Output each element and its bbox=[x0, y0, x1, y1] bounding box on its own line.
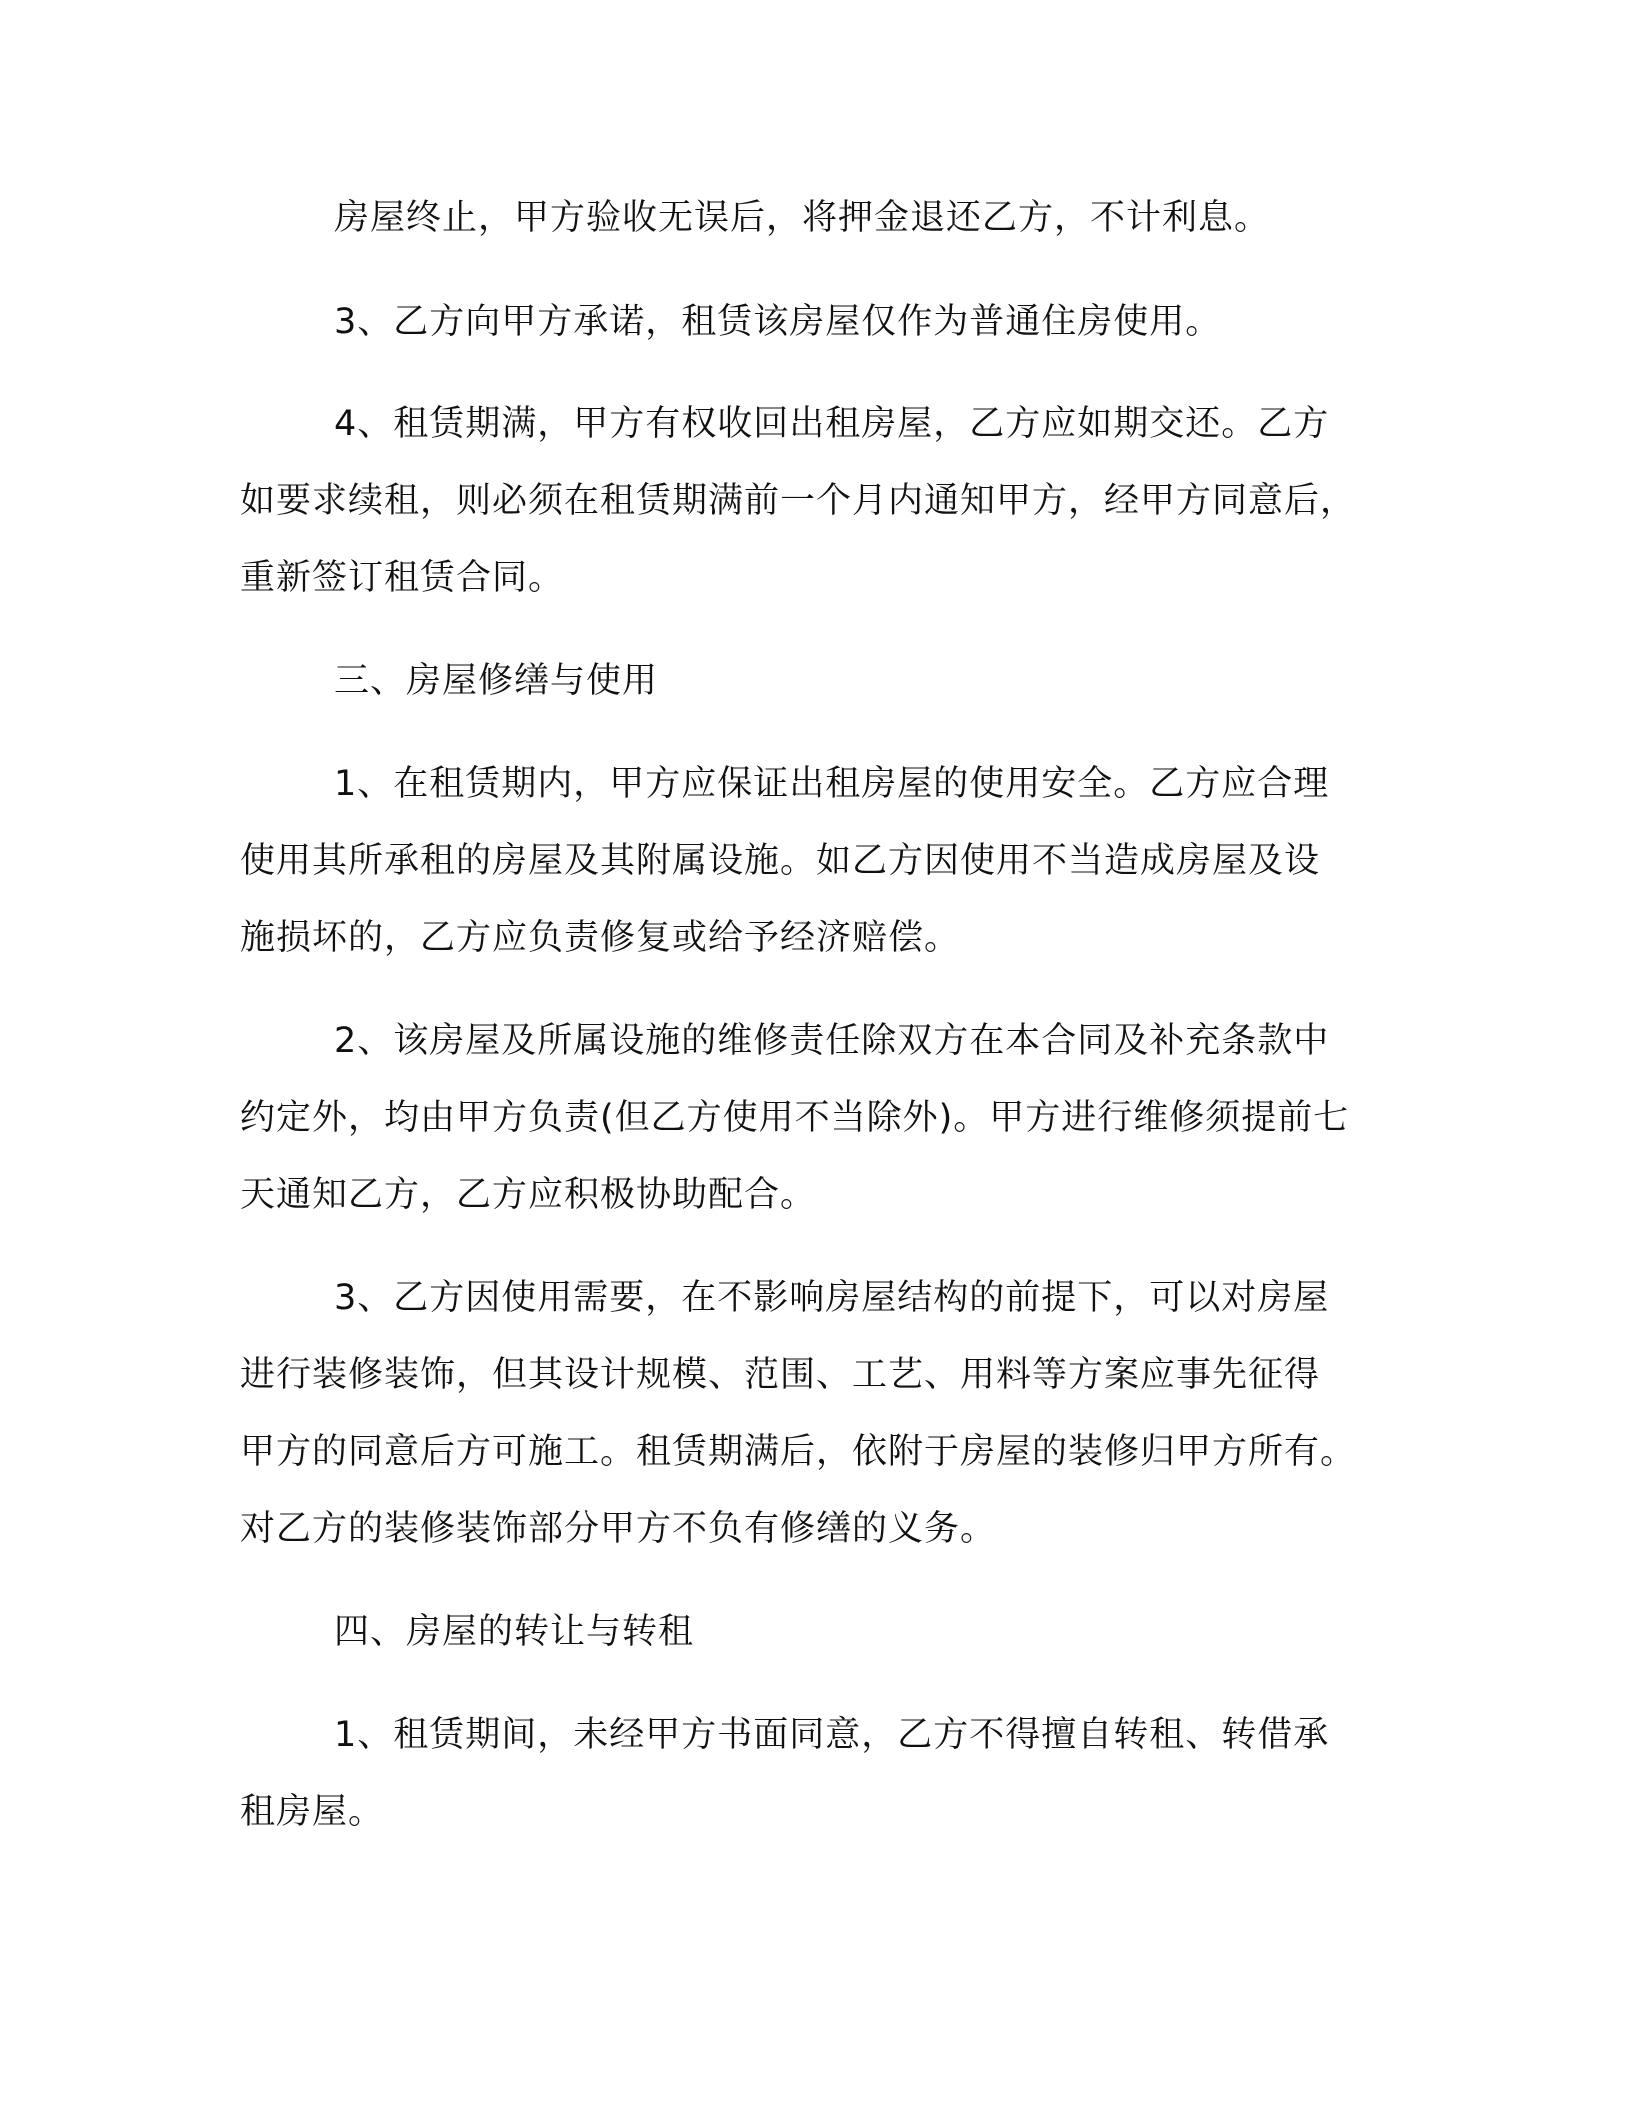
paragraph-line: 甲方的同意后方可施工。租赁期满后，依附于房屋的装修归甲方所有。 bbox=[240, 1432, 1357, 1472]
section-heading: 三、房屋修缮与使用 bbox=[334, 661, 659, 701]
paragraph-line: 约定外，均由甲方负责(但乙方使用不当除外)。甲方进行维修须提前七 bbox=[240, 1098, 1350, 1138]
section-heading: 四、房屋的转让与转租 bbox=[334, 1612, 695, 1652]
paragraph-line: 施损坏的，乙方应负责修复或给予经济赔偿。 bbox=[240, 918, 961, 958]
paragraph-line: 天通知乙方，乙方应积极协助配合。 bbox=[240, 1175, 817, 1215]
paragraph-line: 重新签订租赁合同。 bbox=[240, 558, 565, 598]
paragraph-line: 如要求续租，则必须在租赁期满前一个月内通知甲方，经甲方同意后， bbox=[240, 481, 1357, 521]
paragraph-line: 房屋终止，甲方验收无误后，将押金退还乙方，不计利息。 bbox=[334, 198, 1271, 238]
paragraph-line: 2、该房屋及所属设施的维修责任除双方在本合同及补充条款中 bbox=[334, 1021, 1330, 1061]
paragraph-line: 使用其所承租的房屋及其附属设施。如乙方因使用不当造成房屋及设 bbox=[240, 841, 1321, 881]
paragraph-line: 进行装修装饰，但其设计规模、范围、工艺、用料等方案应事先征得 bbox=[240, 1355, 1321, 1395]
paragraph-line: 租房屋。 bbox=[240, 1792, 385, 1832]
paragraph-line: 对乙方的装修装饰部分甲方不负有修缮的义务。 bbox=[240, 1509, 997, 1549]
paragraph-line: 1、租赁期间，未经甲方书面同意，乙方不得擅自转租、转借承 bbox=[334, 1715, 1330, 1755]
paragraph-line: 3、乙方向甲方承诺，租赁该房屋仅作为普通住房使用。 bbox=[334, 302, 1222, 342]
paragraph-line: 3、乙方因使用需要，在不影响房屋结构的前提下，可以对房屋 bbox=[334, 1278, 1330, 1318]
paragraph-line: 1、在租赁期内，甲方应保证出租房屋的使用安全。乙方应合理 bbox=[334, 764, 1330, 804]
paragraph-line: 4、租赁期满，甲方有权收回出租房屋，乙方应如期交还。乙方 bbox=[334, 404, 1330, 444]
